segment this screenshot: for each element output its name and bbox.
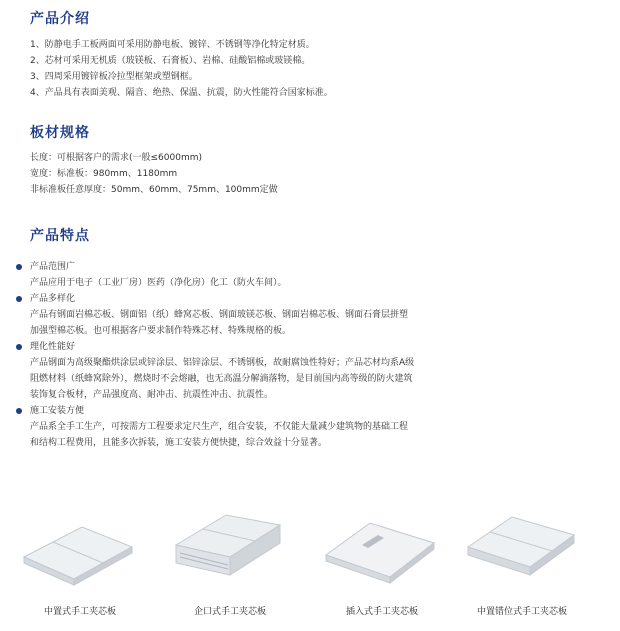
spec-list [30,150,278,198]
feature-line: 阻燃材料（纸蜂窝除外），燃烧时不会熔融，也无高温分解滴落物，是目前国内高等级的防火建筑 [30,374,413,384]
intro-item: 2、芯材可采用无机质（玻镁板、石膏板）、岩棉、硅酸铝棉或玻镁棉。 [30,56,311,66]
feature-item [14,291,604,339]
intro-item: 4、产品具有表面美观、隔音、绝热、保温、抗震，防火性能符合国家标准。 [30,88,333,98]
feature-line: 产品应用于电子（工业厂房）医药（净化房）化工（防火车间）。 [30,278,287,288]
feature-head: 施工安装方便 [30,406,85,416]
feature-line: 和结构工程费用，且能多次拆装，施工安装方便快捷，综合效益十分显著。 [30,438,328,448]
bullet-icon [16,296,22,302]
sandwich-panel-image [170,495,290,600]
feature-head: 产品范围广 [30,262,76,272]
feature-item [14,403,604,451]
sandwich-panel-image [20,495,140,600]
intro-item: 1、防静电手工板两面可采用防静电板、镀锌、不锈钢等净化特定材质。 [30,40,315,50]
spec-item: 长度：可根据客户的需求(一般≤6000mm) [30,153,203,163]
bullet-icon [16,344,22,350]
feature-head: 理化性能好 [30,342,76,352]
product-caption: 中置式手工夹芯板 [43,607,116,617]
features-heading: 产品特点 [30,228,90,244]
product-card [20,495,140,620]
sandwich-panel-image [462,495,582,600]
intro-list [30,37,333,101]
bullet-icon [16,408,22,414]
product-gallery [0,495,620,631]
product-card [322,495,442,620]
feature-line: 产品钢面为高级聚酯烘涂层或锌涂层、铝锌涂层、不锈钢板，故耐腐蚀性特好；产品芯材均系A级 [30,358,415,368]
spec-item: 宽度：标准板：980mm、1180mm [30,169,178,179]
intro-heading: 产品介绍 [30,11,90,27]
product-card [462,495,582,620]
feature-item [14,339,604,403]
feature-head: 产品多样化 [30,294,76,304]
spec-item: 非标准板任意厚度：50mm、60mm、75mm、100mm定做 [30,185,278,195]
product-caption: 中置错位式手工夹芯板 [476,607,567,617]
product-caption: 插入式手工夹芯板 [345,607,418,617]
product-caption: 企口式手工夹芯板 [193,607,266,617]
features-list [14,259,604,451]
feature-line: 加强型棉芯板。也可根据客户要求制作特殊芯材、特殊规格的板。 [30,326,292,336]
spec-heading: 板材规格 [30,125,90,141]
product-card [170,495,290,620]
feature-line: 产品有钢面岩棉芯板、钢面铝（纸）蜂窝芯板、钢面玻镁芯板、钢面岩棉芯板、钢面石膏层拼塑 [30,310,409,320]
intro-item: 3、四周采用镀锌板冷拉型框架或塑钢框。 [30,72,198,82]
feature-line: 产品系全手工生产，可按需方工程要求定尺生产，组合安装，不仅能大量减少建筑物的基础工程 [30,422,409,432]
feature-line: 装饰复合板材，产品强度高、耐冲击、抗震性冲击、抗震性。 [30,390,274,400]
feature-item [14,259,604,291]
sandwich-panel-image [322,495,442,600]
bullet-icon [16,264,22,270]
